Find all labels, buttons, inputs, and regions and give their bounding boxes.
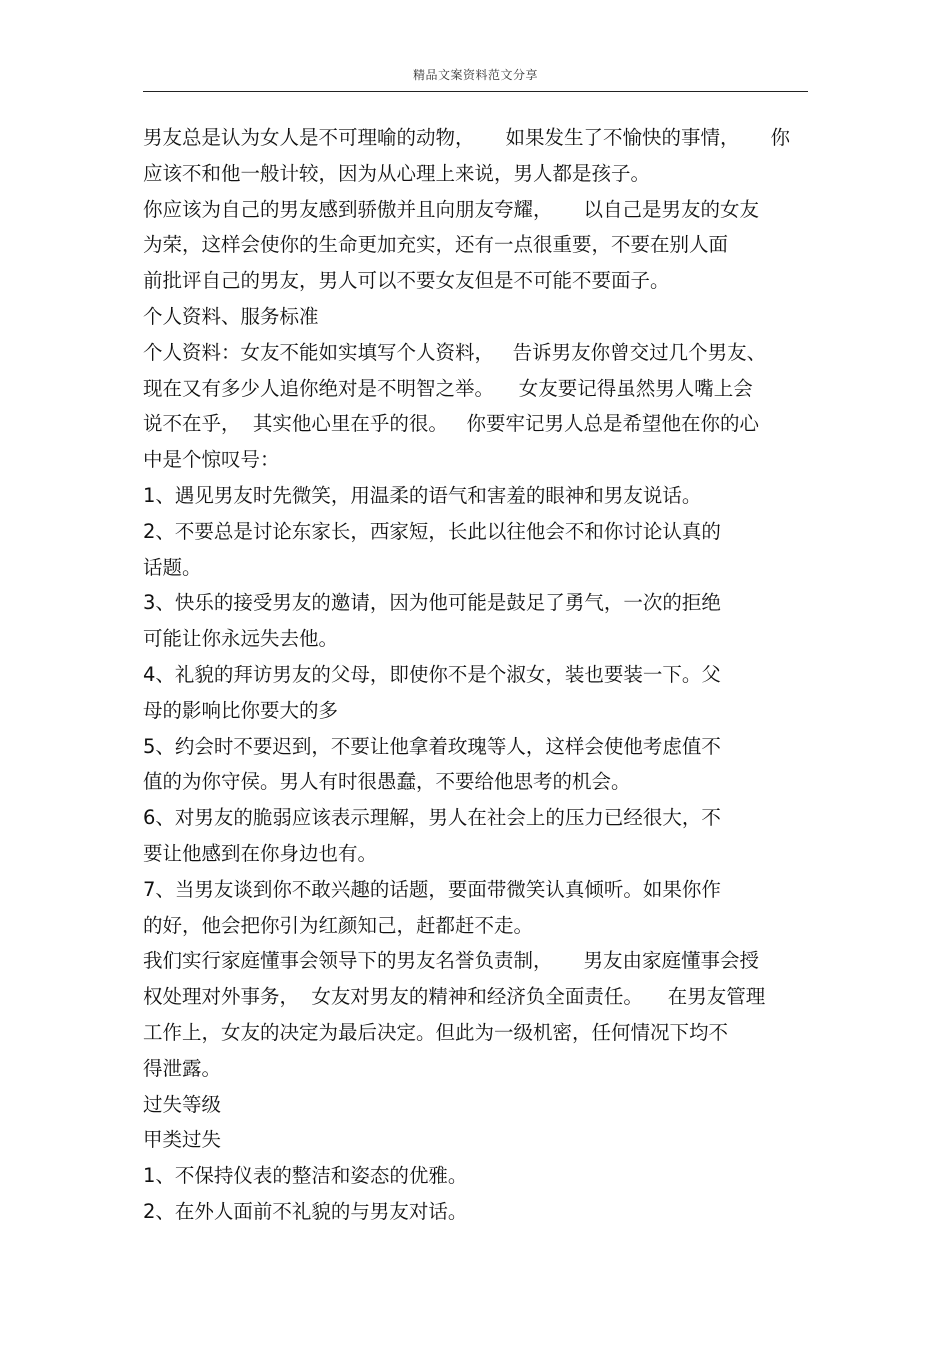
text-line: 说不在乎， 其实他心里在乎的很。 你要牢记男人总是希望他在你的心 [143, 412, 759, 436]
list-item: 1、遇见男友时先微笑，用温柔的语气和害羞的眼神和男友说话。 [143, 483, 702, 507]
list-item: 的好，他会把你引为红颜知己，赶都赶不走。 [143, 913, 534, 937]
text-line: 我们实行家庭懂事会领导下的男友名誉负责制， 男友由家庭懂事会授 [143, 949, 759, 973]
text-line: 为荣，这样会使你的生命更加充实，还有一点很重要，不要在别人面 [143, 233, 729, 257]
list-item: 2、不要总是讨论东家长，西家短，长此以往他会不和你讨论认真的 [143, 519, 721, 543]
list-item: 7、当男友谈到你不敢兴趣的话题，要面带微笑认真倾听。如果你作 [143, 877, 721, 901]
text-line: 现在又有多少人追你绝对是不明智之举。 女友要记得虽然男人嘴上会 [143, 376, 753, 400]
section-heading: 个人资料、服务标准 [143, 304, 319, 328]
list-item: 3、快乐的接受男友的邀请，因为他可能是鼓足了勇气，一次的拒绝 [143, 591, 721, 615]
section-heading: 甲类过失 [143, 1128, 222, 1152]
list-item: 1、不保持仪表的整洁和姿态的优雅。 [143, 1164, 468, 1188]
text-line: 权处理对外事务， 女友对男友的精神和经济负全面责任。 在男友管理 [143, 985, 766, 1009]
document-body [143, 120, 823, 1230]
text-line: 得泄露。 [143, 1056, 222, 1080]
list-item: 值的为你守侯。男人有时很愚蠢，不要给他思考的机会。 [143, 770, 631, 794]
text-line: 个人资料：女友不能如实填写个人资料， 告诉男友你曾交过几个男友、 [143, 340, 767, 364]
list-item: 话题。 [143, 555, 202, 579]
list-item: 6、对男友的脆弱应该表示理解，男人在社会上的压力已经很大，不 [143, 806, 721, 830]
list-item: 2、在外人面前不礼貌的与男友对话。 [143, 1199, 468, 1223]
header-divider [143, 91, 808, 92]
list-item: 母的影响比你要大的多 [143, 698, 339, 722]
text-line: 你应该为自己的男友感到骄傲并且向朋友夸耀， 以自己是男友的女友 [143, 197, 759, 221]
list-item: 4、礼貌的拜访男友的父母，即使你不是个淑女，装也要装一下。父 [143, 662, 721, 686]
list-item: 5、约会时不要迟到，不要让他拿着玫瑰等人，这样会使他考虑值不 [143, 734, 721, 758]
list-item: 可能让你永远失去他。 [143, 627, 339, 651]
text-line: 前批评自己的男友，男人可以不要女友但是不可能不要面子。 [143, 269, 670, 293]
section-heading: 过失等级 [143, 1092, 222, 1116]
text-line: 工作上，女友的决定为最后决定。但此为一级机密，任何情况下均不 [143, 1020, 729, 1044]
list-item: 要让他感到在你身边也有。 [143, 841, 378, 865]
text-line: 中是个惊叹号： [143, 448, 280, 472]
text-line: 男友总是认为女人是不可理喻的动物， 如果发生了不愉快的事情， 你 [143, 126, 790, 149]
text-line: 应该不和他一般计较，因为从心理上来说，男人都是孩子。 [143, 161, 651, 185]
page-header: 精品文案资料范文分享 [412, 68, 538, 82]
